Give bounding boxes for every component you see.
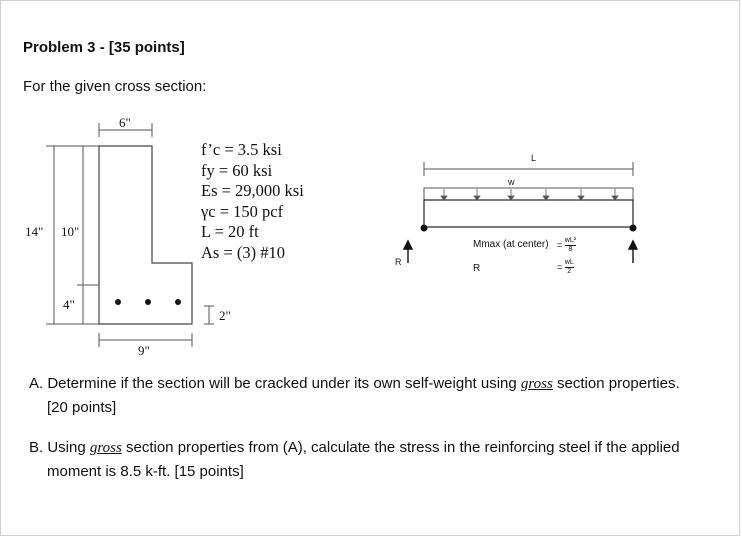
right-support bbox=[630, 225, 637, 232]
beam-mmax-label: Mmax (at center) bbox=[473, 239, 549, 250]
given-fc: f’c = 3.5 ksi bbox=[201, 140, 282, 159]
section-outline bbox=[99, 146, 192, 324]
dim-top-width: 6" bbox=[119, 115, 131, 130]
problem-title: Problem 3 - [35 points] bbox=[23, 39, 185, 56]
left-support bbox=[421, 225, 428, 232]
dim-web-height: 10" bbox=[61, 224, 80, 239]
beam-span-label: L bbox=[531, 153, 537, 163]
given-properties bbox=[201, 140, 304, 263]
given-As: As = (3) #10 bbox=[201, 242, 286, 262]
rebar-2 bbox=[145, 299, 151, 305]
given-gamma: γc = 150 pcf bbox=[201, 201, 284, 221]
rebar-3 bbox=[175, 299, 181, 305]
given-L: L = 20 ft bbox=[201, 222, 259, 241]
beam-r-equation: = $\frac{wL}{2}$ bbox=[557, 259, 574, 275]
given-fy: fy = 60 ksi bbox=[201, 160, 273, 180]
dim-flange-depth: 4" bbox=[63, 297, 75, 312]
beam-reaction-label: R bbox=[395, 257, 402, 267]
beam-mmax-equation: = $\frac{\text{wL²}}{8}$ bbox=[557, 237, 577, 253]
rebar-1 bbox=[115, 299, 121, 305]
question-b: B. Using gross section properties from (A), calculate the stress in the reinforcing steel if the applied moment is 8.5 k-ft. [15 points] bbox=[29, 439, 680, 480]
dim-cover: 2" bbox=[219, 308, 231, 323]
beam-r-label: R bbox=[473, 263, 481, 274]
question-a: A. Determine if the section will be cracked under its own self-weight using gross section properties. [20 points] bbox=[29, 375, 680, 416]
beam-load-label: w bbox=[508, 177, 515, 187]
dim-bottom-width: 9" bbox=[138, 343, 150, 358]
given-Es: Es = 29,000 ksi bbox=[201, 181, 304, 200]
dim-total-height: 14" bbox=[25, 224, 44, 239]
problem-intro: For the given cross section: bbox=[23, 78, 207, 95]
